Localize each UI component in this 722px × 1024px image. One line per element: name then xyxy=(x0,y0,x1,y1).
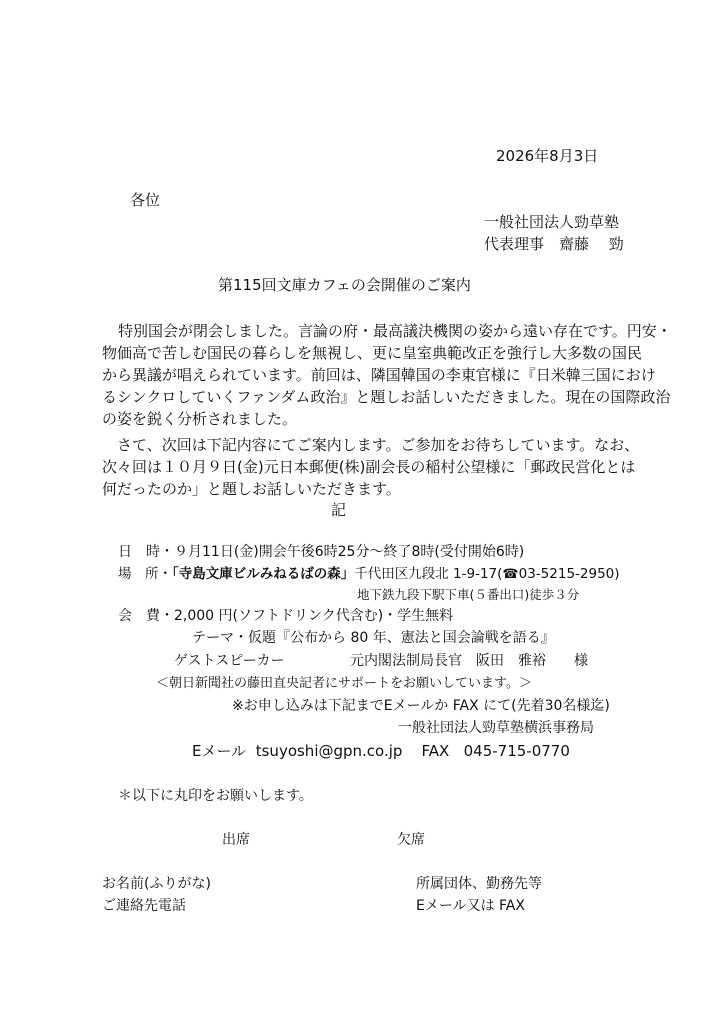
office-name: 一般社団法人勁草塾横浜事務局 xyxy=(398,720,594,736)
contact-line xyxy=(192,741,570,761)
document-date: 2026年8月3日 xyxy=(496,147,599,165)
speaker-label: ゲストスピーカー xyxy=(174,653,285,669)
sender-representative: 代表理事 齋藤 勁 xyxy=(484,235,624,253)
affiliation-label: 所属団体、勤務先等 xyxy=(416,876,542,892)
absent-option[interactable]: 欠席 xyxy=(397,832,425,848)
place-name: 「寺島文庫ビルみねるばの森」 xyxy=(172,566,355,582)
event-fee: 会 費・2,000 円(ソフトドリンク代含む)・学生無料 xyxy=(118,608,454,624)
body-line: から異議が唱えられています。前回は、隣国韓国の李東官様に『日米韓三国におけ xyxy=(102,366,656,384)
sender-org: 一般社団法人勁草塾 xyxy=(484,213,620,231)
place-phone: 03-5215-2950) xyxy=(518,566,620,582)
fax-number: 045-715-0770 xyxy=(463,742,570,760)
document-title: 第115回文庫カフェの会開催のご案内 xyxy=(218,276,471,294)
addressee: 各位 xyxy=(130,191,161,209)
name-label: お名前(ふりがな) xyxy=(102,876,211,892)
ki-heading: 記 xyxy=(331,501,347,519)
attend-option[interactable]: 出席 xyxy=(222,832,250,848)
event-place xyxy=(118,564,620,585)
email-label: Eメール xyxy=(192,742,247,760)
event-datetime: 日 時・９月11日(金)開会午後6時25分～終了8時(受付開始6時) xyxy=(118,544,525,560)
place-address: 千代田区九段北 1-9-17( xyxy=(354,566,503,582)
speaker-name: 元内閣法制局長官 阪田 雅裕 様 xyxy=(350,653,588,669)
body-line: るシンクロしていくファンダム政治』と題しお話しいただきました。現在の国際政治 xyxy=(102,388,671,406)
body-line: の姿を鋭く分析されました。 xyxy=(102,410,298,428)
body-line: 何だったのか」と題しお話しいただきます。 xyxy=(102,480,401,498)
body-line: さて、次回は下記内容にてご案内します。ご参加をお待ちしています。なお、 xyxy=(102,436,640,454)
email-fax-label: Eメール又は FAX xyxy=(416,898,525,914)
fax-label: FAX xyxy=(421,742,450,760)
form-instruction: ＊以下に丸印をお願いします。 xyxy=(118,788,313,804)
apply-note: ※お申し込みは下記までEメールか FAX にて(先着30名様迄) xyxy=(232,698,610,714)
place-access: 地下鉄九段下駅下車(５番出口)徒歩３分 xyxy=(357,587,580,602)
phone-icon: ☎ xyxy=(502,567,519,582)
body-line: 物価高で苦しむ国民の暮らしを無視し、更に皇室典範改正を強行し大多数の国民 xyxy=(102,344,643,362)
email-address[interactable]: tsuyoshi@gpn.co.jp xyxy=(255,742,403,760)
place-label: 場 所・ xyxy=(118,566,172,582)
event-theme: テーマ・仮題『公布から 80 年、憲法と国会論戦を語る』 xyxy=(192,630,555,646)
body-line: 特別国会が閉会しました。言論の府・最高議決機関の姿から遠い存在です。円安・ xyxy=(118,322,672,340)
phone-label: ご連絡先電話 xyxy=(102,898,186,914)
support-note: ＜朝日新聞社の藤田直央記者にサポートをお願いしています。＞ xyxy=(156,676,532,691)
body-line: 次々回は１０月９日(金)元日本郵便(株)副会長の稲村公望様に「郵政民営化とは xyxy=(102,458,636,476)
